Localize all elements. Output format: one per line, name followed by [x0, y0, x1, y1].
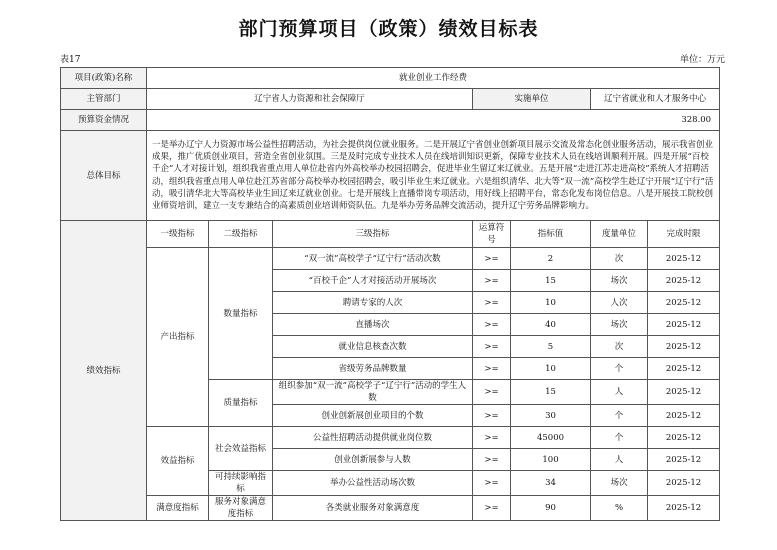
- indicator-value: 100: [511, 449, 591, 471]
- indicator-name: 聘请专家的人次: [273, 292, 473, 314]
- indicator-deadline: 2025-12: [648, 380, 720, 405]
- indicator-operator: >=: [473, 496, 511, 521]
- header-level2: 二级指标: [209, 221, 273, 248]
- indicator-value: 10: [511, 358, 591, 380]
- department-value: 辽宁省人力资源和社会保障厅: [147, 89, 473, 110]
- indicator-unit: 人: [591, 449, 648, 471]
- header-unit: 度量单位: [591, 221, 648, 248]
- indicator-value: 2: [511, 248, 591, 270]
- indicator-value: 45000: [511, 427, 591, 449]
- indicator-operator: >=: [473, 471, 511, 496]
- indicator-deadline: 2025-12: [648, 270, 720, 292]
- unit-label: 单位：万元: [679, 55, 725, 65]
- table-number: 表17: [60, 55, 81, 65]
- indicator-operator: >=: [473, 292, 511, 314]
- indicator-value: 34: [511, 471, 591, 496]
- indicator-deadline: 2025-12: [648, 427, 720, 449]
- level2-service-satisfaction: 服务对象满意度指标: [209, 496, 273, 521]
- indicator-name: 组织参加“双一流”高校学子“辽宁行”活动的学生人数: [273, 380, 473, 405]
- indicator-name: “百校千企”人才对接活动开展场次: [273, 270, 473, 292]
- table-row: [61, 248, 720, 270]
- budget-value: 328.00: [147, 110, 720, 131]
- overall-goal-label: 总体目标: [61, 131, 147, 221]
- project-name-value: 就业创业工作经费: [147, 68, 720, 89]
- header-deadline: 完成时限: [648, 221, 720, 248]
- indicator-deadline: 2025-12: [648, 449, 720, 471]
- indicator-name: “双一流”高校学子“辽宁行”活动次数: [273, 248, 473, 270]
- indicator-name: 创业创新展参与人数: [273, 449, 473, 471]
- level1-benefit: 效益指标: [147, 427, 209, 496]
- indicator-deadline: 2025-12: [648, 248, 720, 270]
- indicator-value: 40: [511, 314, 591, 336]
- indicator-unit: 个: [591, 427, 648, 449]
- project-name-row: [61, 68, 720, 89]
- indicator-unit: 次: [591, 336, 648, 358]
- indicator-deadline: 2025-12: [648, 358, 720, 380]
- indicator-name: 各类就业服务对象满意度: [273, 496, 473, 521]
- implementing-unit-value: 辽宁省就业和人才服务中心: [591, 89, 720, 110]
- page-title: 部门预算项目（政策）绩效目标表: [238, 18, 539, 40]
- indicator-name: 直播场次: [273, 314, 473, 336]
- indicator-operator: >=: [473, 449, 511, 471]
- indicator-name: 创业创新展创业项目的个数: [273, 405, 473, 427]
- project-name-label: 项目(政策)名称: [61, 68, 147, 89]
- indicator-operator: >=: [473, 358, 511, 380]
- indicator-value: 30: [511, 405, 591, 427]
- indicator-unit: 个: [591, 405, 648, 427]
- indicator-unit: 场次: [591, 314, 648, 336]
- indicator-value: 10: [511, 292, 591, 314]
- indicator-value: 90: [511, 496, 591, 521]
- indicator-deadline: 2025-12: [648, 292, 720, 314]
- indicator-operator: >=: [473, 427, 511, 449]
- indicator-operator: >=: [473, 336, 511, 358]
- indicator-deadline: 2025-12: [648, 405, 720, 427]
- table-row: [61, 427, 720, 449]
- indicator-unit: 次: [591, 248, 648, 270]
- indicator-operator: >=: [473, 270, 511, 292]
- indicator-value: 5: [511, 336, 591, 358]
- level1-satisfaction: 满意度指标: [147, 496, 209, 521]
- level2-quantity: 数量指标: [209, 248, 273, 380]
- indicator-unit: 场次: [591, 471, 648, 496]
- indicator-unit: 场次: [591, 270, 648, 292]
- indicator-unit: 人次: [591, 292, 648, 314]
- level2-social: 社会效益指标: [209, 427, 273, 471]
- overall-goal-text: 一是举办辽宁人力资源市场公益性招聘活动，为社会提供岗位就业服务。二是开展辽宁省创业创新项目展示交流及常态化创业服务活动，展示我省创业成果，推广优质创业项目，营造全省创业氛围。三是及时完成专业技术人员在线培训知识更新，保障专业技术人员在线培训顺利开展。四是开展“百校千企”人才对接计划，组织我省重点用人单位赴省内外高校举办校园招聘会，促进毕业生留辽来辽就业。五是开展“走进江苏走进高校”系统人才招聘活动，组织我省重点用人单位赴江苏省部分高校举办校园招聘会，吸引毕业生来辽就业。六是组织清华、北大等“双一流”高校学生赴辽宁开展“辽宁行”活动，吸引清华北大等高校毕业生回辽来辽就业创业。七是开展线上直播带岗专项活动，用好线上招聘平台，常态化发布岗位信息。八是开展技工院校创业师资培训，建立一支专兼结合的高素质创业培训师资队伍。九是举办劳务品牌交流活动，提升辽宁劳务品牌影响力。: [147, 131, 720, 221]
- indicator-unit: 人: [591, 380, 648, 405]
- indicator-unit: %: [591, 496, 648, 521]
- performance-indicator-label: 绩效指标: [61, 221, 147, 521]
- department-label: 主管部门: [61, 89, 147, 110]
- indicator-value: 15: [511, 380, 591, 405]
- table-row: [61, 496, 720, 521]
- overall-goal-row: [61, 131, 720, 221]
- indicator-deadline: 2025-12: [648, 314, 720, 336]
- indicator-name: 就业信息核查次数: [273, 336, 473, 358]
- department-row: [61, 89, 720, 110]
- indicator-operator: >=: [473, 314, 511, 336]
- header-operator: 运算符号: [473, 221, 511, 248]
- indicator-name: 省级劳务品牌数量: [273, 358, 473, 380]
- indicator-deadline: 2025-12: [648, 471, 720, 496]
- indicator-operator: >=: [473, 248, 511, 270]
- indicator-name: 举办公益性活动场次数: [273, 471, 473, 496]
- indicator-deadline: 2025-12: [648, 336, 720, 358]
- budget-label: 预算资金情况: [61, 110, 147, 131]
- indicator-operator: >=: [473, 380, 511, 405]
- level1-output: 产出指标: [147, 248, 209, 427]
- budget-row: [61, 110, 720, 131]
- indicator-unit: 个: [591, 358, 648, 380]
- level2-quality: 质量指标: [209, 380, 273, 427]
- header-value: 指标值: [511, 221, 591, 248]
- indicator-value: 15: [511, 270, 591, 292]
- indicator-header-row: [61, 221, 720, 248]
- indicator-operator: >=: [473, 405, 511, 427]
- indicator-name: 公益性招聘活动提供就业岗位数: [273, 427, 473, 449]
- level2-sustainability: 可持续影响指标: [209, 471, 273, 496]
- header-level3: 三级指标: [273, 221, 473, 248]
- header-level1: 一级指标: [147, 221, 209, 248]
- implementing-unit-label: 实施单位: [473, 89, 591, 110]
- performance-target-table: [60, 67, 720, 521]
- indicator-deadline: 2025-12: [648, 496, 720, 521]
